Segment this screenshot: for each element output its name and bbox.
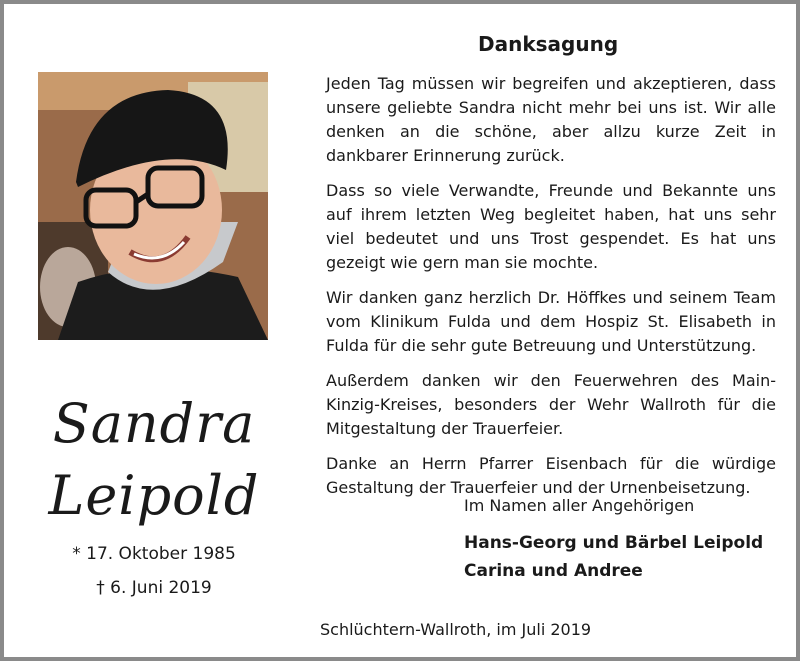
paragraph: Danke an Herrn Pfarrer Eisenbach für die würdige Gestaltung der Trauerfeier und der Urnenbeisetzung. xyxy=(326,454,776,497)
signer-name: Hans-Georg und Bärbel Leipold xyxy=(464,533,764,553)
signature-intro: Im Namen aller Angehörigen xyxy=(464,496,695,515)
thank-you-text xyxy=(326,72,776,511)
birth-date: * 17. Oktober 1985 xyxy=(72,544,236,564)
first-name-script: Sandra xyxy=(52,392,256,455)
last-name-script: Leipold xyxy=(48,464,260,527)
paragraph: Wir danken ganz herzlich Dr. Höffkes und seinem Team vom Klinikum Fulda und dem Hospiz St. Elisabeth in Fulda für die sehr gute Betreuung und Unterstützung. xyxy=(326,288,776,355)
portrait-photo xyxy=(38,72,268,340)
signature-block xyxy=(464,496,784,585)
paragraph: Jeden Tag müssen wir begreifen und akzeptieren, dass unsere geliebte Sandra nicht mehr bei uns ist. Wir alle denken an die schöne, aber allzu kurze Zeit in dankbarer Erinnerung zurück. xyxy=(326,74,776,165)
place-and-date: Schlüchtern-Wallroth, im Juli 2019 xyxy=(320,620,592,639)
paragraph: Dass so viele Verwandte, Freunde und Bekannte uns auf ihrem letzten Weg begleitet haben, hat uns sehr viel bedeutet und uns Trost gespendet. Es hat uns gezeigt wie gern man sie mochte. xyxy=(326,181,776,272)
death-date: † 6. Juni 2019 xyxy=(96,578,212,598)
paragraph: Außerdem danken wir den Feuerwehren des Main-Kinzig-Kreises, besonders der Wehr Wallroth für die Mitgestaltung der Trauerfeier. xyxy=(326,371,776,438)
notice-title: Danksagung xyxy=(478,32,619,56)
signer-name: Carina und Andree xyxy=(464,561,643,581)
portrait-illustration xyxy=(38,72,268,340)
